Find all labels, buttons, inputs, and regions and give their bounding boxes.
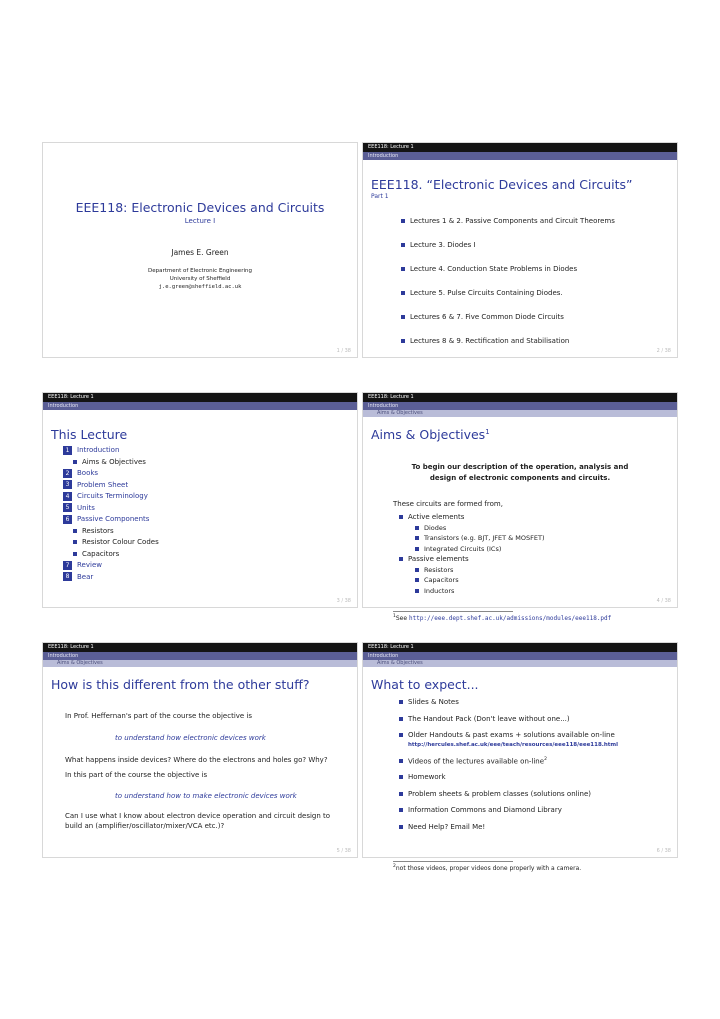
element-item-text: Resistors bbox=[424, 565, 454, 574]
subsection-label: Aims & Objectives bbox=[377, 410, 423, 416]
lecture-list-item-text: Lecture 4. Conduction State Problems in Diodes bbox=[410, 265, 578, 273]
resources-link[interactable]: http://hercules.shef.ac.uk/eee/teach/resources/eee118/eee118.html bbox=[408, 742, 619, 748]
lecture-list-item-text: Lectures 6 & 7. Five Common Diode Circuits bbox=[410, 313, 564, 321]
toc-section-title: Review bbox=[77, 561, 102, 569]
page-number: 4 / 38 bbox=[656, 598, 671, 604]
toc-section-number: 7 bbox=[63, 561, 72, 570]
expectation-item-text: Videos of the lectures available on-line bbox=[408, 756, 545, 765]
expectation-item bbox=[399, 731, 673, 748]
element-item bbox=[415, 586, 545, 597]
expectation-item bbox=[399, 790, 673, 798]
subsection-bar bbox=[363, 660, 677, 667]
bullet-icon bbox=[401, 267, 405, 271]
slide-1 bbox=[42, 142, 358, 358]
expectation-item-text: Need Help? Email Me! bbox=[408, 822, 486, 831]
expectation-item-text: Problem sheets & problem classes (solutions online) bbox=[408, 789, 591, 798]
bullet-icon bbox=[399, 733, 403, 737]
section-label: Introduction bbox=[368, 403, 399, 409]
slide-header: EEE118: Lecture 1 bbox=[363, 143, 677, 152]
table-of-contents bbox=[63, 445, 159, 583]
expectation-item bbox=[399, 823, 673, 831]
toc-subsection-title: Aims & Objectives bbox=[82, 457, 146, 466]
footnote-number: 2 bbox=[393, 864, 396, 869]
section-bar bbox=[43, 402, 357, 410]
goal-line-1: To begin our description of the operation, analysis and bbox=[411, 463, 629, 471]
footnote bbox=[393, 614, 611, 622]
toc-subsection-title: Capacitors bbox=[82, 549, 120, 558]
footnote-marker: 2 bbox=[544, 756, 547, 762]
paragraph-1: In Prof. Heffernan's part of the course the objective is bbox=[65, 712, 253, 720]
toc-section[interactable] bbox=[63, 491, 159, 503]
bullet-icon bbox=[401, 339, 405, 343]
bullet-icon bbox=[73, 552, 77, 556]
toc-subsection[interactable] bbox=[63, 537, 159, 549]
bullet-icon bbox=[399, 700, 403, 704]
bullet-icon bbox=[401, 219, 405, 223]
subsection-bar bbox=[363, 410, 677, 417]
bullet-icon bbox=[399, 792, 403, 796]
expectations-list bbox=[399, 698, 673, 839]
toc-section[interactable] bbox=[63, 572, 159, 584]
section-bar bbox=[363, 402, 677, 410]
slide-2 bbox=[362, 142, 678, 358]
element-item bbox=[415, 544, 545, 555]
lecture-list-item-text: Lecture 3. Diodes I bbox=[410, 241, 476, 249]
toc-section[interactable] bbox=[63, 560, 159, 572]
elements-list bbox=[399, 512, 545, 596]
toc-subsection[interactable] bbox=[63, 549, 159, 561]
toc-subsection-title: Resistors bbox=[82, 526, 114, 535]
toc-section-title: Circuits Terminology bbox=[77, 492, 148, 500]
bullet-icon bbox=[415, 547, 419, 551]
expectation-item bbox=[399, 757, 673, 765]
section-label: Introduction bbox=[48, 653, 79, 659]
element-item-text: Capacitors bbox=[424, 576, 459, 584]
bullet-icon bbox=[399, 759, 403, 763]
element-item bbox=[415, 575, 545, 586]
section-label: Introduction bbox=[48, 403, 79, 409]
footnote-link[interactable]: http://eee.dept.shef.ac.uk/admissions/modules/eee118.pdf bbox=[408, 615, 612, 622]
lecture-list-item bbox=[401, 241, 615, 249]
bullet-icon bbox=[73, 529, 77, 533]
toc-section[interactable] bbox=[63, 468, 159, 480]
element-item-text: Transistors (e.g. BJT, JFET & MOSFET) bbox=[424, 534, 545, 542]
slide-title: How is this different from the other stuff? bbox=[51, 677, 310, 692]
expectation-item bbox=[399, 806, 673, 814]
slide-title: What to expect... bbox=[371, 677, 479, 692]
element-item bbox=[415, 533, 545, 544]
active-label: Active elements bbox=[408, 513, 465, 521]
toc-section[interactable] bbox=[63, 503, 159, 515]
author-email[interactable]: j.e.green@sheffield.ac.uk bbox=[158, 284, 242, 290]
expectation-item-text: Slides & Notes bbox=[408, 698, 459, 706]
slide-body bbox=[65, 711, 345, 831]
expectation-item-text: Information Commons and Diamond Library bbox=[408, 806, 562, 815]
toc-section-title: Bear bbox=[77, 572, 94, 581]
lecture-list-item bbox=[401, 217, 615, 225]
lecture-list-item bbox=[401, 289, 615, 297]
toc-section-title: Problem Sheet bbox=[77, 480, 129, 489]
expectation-item-text: Older Handouts & past exams + solutions available on-line bbox=[408, 731, 615, 739]
element-item-text: Diodes bbox=[424, 523, 447, 532]
expectation-item bbox=[399, 773, 673, 781]
bullet-icon bbox=[399, 775, 403, 779]
toc-section-title: Books bbox=[77, 469, 99, 477]
toc-subsection-title: Resistor Colour Codes bbox=[82, 538, 159, 546]
toc-section-number: 4 bbox=[63, 492, 72, 501]
passive-label: Passive elements bbox=[408, 555, 469, 563]
passive-sublist bbox=[399, 565, 545, 597]
intro-text: These circuits are formed from, bbox=[393, 500, 503, 508]
subsection-label: Aims & Objectives bbox=[57, 660, 103, 666]
toc-section-number: 6 bbox=[63, 515, 72, 524]
slide-4 bbox=[362, 392, 678, 622]
page-number: 2 / 38 bbox=[656, 348, 671, 354]
bullet-icon bbox=[415, 578, 419, 582]
slide-title: EEE118. “Electronic Devices and Circuits” bbox=[371, 177, 633, 192]
section-bar bbox=[363, 152, 677, 160]
element-item-text: Inductors bbox=[424, 586, 455, 595]
element-item bbox=[415, 565, 545, 576]
page-number: 5 / 38 bbox=[336, 848, 351, 854]
bullet-icon bbox=[415, 536, 419, 540]
bullet-icon bbox=[401, 243, 405, 247]
paragraph-3: In this part of the course the objective is bbox=[65, 771, 208, 779]
footnote bbox=[393, 864, 581, 872]
slide-header: EEE118: Lecture 1 bbox=[363, 393, 677, 402]
objective-quote-1: to understand how electronic devices work bbox=[115, 734, 266, 742]
lecture-label: Lecture I bbox=[184, 217, 216, 225]
bullet-icon bbox=[73, 460, 77, 464]
author-name: James E. Green bbox=[171, 248, 229, 257]
lecture-list-item bbox=[401, 313, 615, 321]
passive-heading bbox=[399, 554, 545, 565]
goal-line-2: design of electronic components and circuits. bbox=[429, 474, 611, 482]
element-item-text: Integrated Circuits (ICs) bbox=[424, 544, 502, 553]
lecture-list-item bbox=[401, 265, 615, 273]
lecture-list-item-text: Lectures 1 & 2. Passive Components and Circuit Theorems bbox=[410, 217, 615, 225]
toc-section-title: Passive Components bbox=[77, 515, 150, 523]
bullet-icon bbox=[401, 291, 405, 295]
toc-section[interactable] bbox=[63, 514, 159, 526]
department: Department of Electronic Engineering bbox=[148, 268, 252, 274]
expectation-item-text: The Handout Pack (Don't leave without one...) bbox=[408, 714, 570, 723]
slide-6 bbox=[362, 642, 678, 872]
subsection-bar bbox=[43, 660, 357, 667]
bullet-icon bbox=[415, 589, 419, 593]
objective-quote-2: to understand how to make electronic devices work bbox=[115, 792, 297, 800]
active-sublist bbox=[399, 523, 545, 555]
bullet-icon bbox=[399, 717, 403, 721]
slide-3 bbox=[42, 392, 358, 608]
lecture-list bbox=[401, 217, 615, 361]
footnote-marker: 1 bbox=[485, 427, 490, 436]
lecture-list-item-text: Lectures 8 & 9. Rectification and Stabilisation bbox=[410, 337, 570, 345]
page-number: 6 / 38 bbox=[656, 848, 671, 854]
page-number: 1 / 38 bbox=[336, 348, 351, 354]
bullet-icon bbox=[73, 540, 77, 544]
footnote-rule bbox=[393, 611, 513, 612]
lecture-list-item-text: Lecture 5. Pulse Circuits Containing Diodes. bbox=[410, 289, 563, 297]
part-label: Part 1 bbox=[371, 193, 389, 200]
toc-subsection[interactable] bbox=[63, 457, 159, 469]
footnote-text: not those videos, proper videos done properly with a camera. bbox=[395, 865, 582, 872]
section-label: Introduction bbox=[368, 653, 399, 659]
slide-header: EEE118: Lecture 1 bbox=[363, 643, 677, 652]
expectation-item bbox=[399, 715, 673, 723]
toc-subsection[interactable] bbox=[63, 526, 159, 538]
expectation-item-text: Homework bbox=[408, 773, 446, 782]
paragraph-2: What happens inside devices? Where do the electrons and holes go? Why? bbox=[65, 756, 328, 764]
toc-section-title: Units bbox=[77, 503, 95, 512]
bullet-icon bbox=[415, 568, 419, 572]
element-item bbox=[415, 523, 545, 534]
bullet-icon bbox=[399, 825, 403, 829]
lecture-list-item bbox=[401, 337, 615, 345]
toc-section-title: Introduction bbox=[77, 446, 120, 454]
toc-section-number: 8 bbox=[63, 572, 72, 581]
footnote-rule bbox=[393, 861, 513, 862]
section-bar bbox=[43, 652, 357, 660]
toc-section-number: 2 bbox=[63, 469, 72, 478]
bullet-icon bbox=[401, 315, 405, 319]
footnote-number: 1 bbox=[393, 614, 396, 619]
page-number: 3 / 38 bbox=[336, 598, 351, 604]
expectation-item bbox=[399, 698, 673, 706]
slide-5 bbox=[42, 642, 358, 858]
bullet-icon bbox=[399, 808, 403, 812]
paragraph-4: Can I use what I know about electron device operation and circuit design to build an (amplifier/oscillator/mixer/VCA etc.)? bbox=[65, 812, 331, 830]
bullet-icon bbox=[415, 526, 419, 530]
slide-header: EEE118: Lecture 1 bbox=[43, 393, 357, 402]
slide-title bbox=[371, 427, 490, 442]
section-bar bbox=[363, 652, 677, 660]
slide-title: This Lecture bbox=[51, 427, 128, 442]
active-heading bbox=[399, 512, 545, 523]
slide-header: EEE118: Lecture 1 bbox=[43, 643, 357, 652]
slide-title-text: Aims & Objectives bbox=[371, 427, 486, 442]
section-label: Introduction bbox=[368, 153, 399, 159]
toc-section[interactable] bbox=[63, 480, 159, 492]
toc-section-number: 1 bbox=[63, 446, 72, 455]
toc-section-number: 3 bbox=[63, 480, 72, 489]
presentation-title: EEE118: Electronic Devices and Circuits bbox=[75, 200, 325, 215]
footnote-prefix: See bbox=[395, 615, 409, 622]
university: University of Sheffield bbox=[169, 276, 231, 282]
toc-section[interactable] bbox=[63, 445, 159, 457]
toc-section-number: 5 bbox=[63, 503, 72, 512]
subsection-label: Aims & Objectives bbox=[377, 660, 423, 666]
